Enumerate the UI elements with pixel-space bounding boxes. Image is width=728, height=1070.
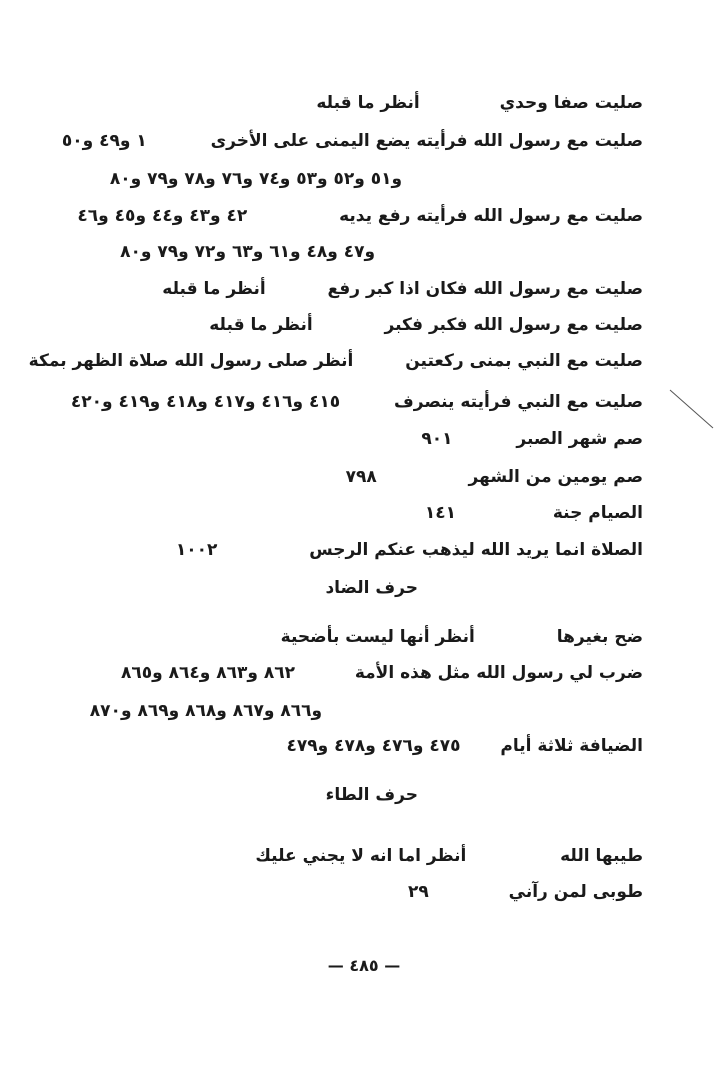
entry-ref: ٧٩٨ xyxy=(345,467,377,487)
index-entry-continuation xyxy=(120,241,643,263)
entry-text: ضح بغيرها xyxy=(556,627,643,647)
index-entry xyxy=(421,428,643,450)
entry-text: الضيافة ثلاثة أيام xyxy=(500,736,643,756)
entry-text: صليت مع النبي فرأيته ينصرف xyxy=(394,392,643,412)
index-entry xyxy=(281,626,643,648)
entry-ref: و٥١ و٥٢ و٥٣ و٧٤ و٧٦ و٧٨ و٧٩ و٨٠ xyxy=(109,169,403,189)
index-entry xyxy=(176,539,643,561)
index-entry-continuation xyxy=(110,168,643,190)
entry-ref: أنظر ما قبله xyxy=(162,279,266,299)
section-heading-ta: حرف الطاء xyxy=(325,785,418,805)
index-entry xyxy=(77,205,643,227)
entry-ref: أنظر صلى رسول الله صلاة الظهر بمكة xyxy=(28,351,354,371)
index-entry xyxy=(286,735,643,757)
entry-text: ضرب لي رسول الله مثل هذه الأمة xyxy=(354,663,643,683)
entry-text: طيبها الله xyxy=(560,846,643,866)
entry-text: الصلاة انما يريد الله ليذهب عنكم الرجس xyxy=(309,540,643,560)
entry-text: صليت مع النبي بمنى ركعتين xyxy=(405,351,643,371)
index-entry xyxy=(209,314,643,336)
entry-ref: أنظر ما قبله xyxy=(209,315,313,335)
entry-text: طوبى لمن رآني xyxy=(508,882,643,902)
entry-text: صليت صفا وحدي xyxy=(499,93,643,113)
entry-ref: ١ و٤٩ و٥٠ xyxy=(61,131,147,151)
margin-mark xyxy=(668,388,728,433)
entry-ref: أنظر اما انه لا يجني عليك xyxy=(255,846,467,866)
entry-text: صم يومين من الشهر xyxy=(468,467,643,487)
index-entry xyxy=(62,130,643,152)
entry-ref: و٨٦٦ و٨٦٧ و٨٦٨ و٨٦٩ و٨٧٠ xyxy=(89,701,323,721)
index-entry xyxy=(425,502,643,524)
index-entry xyxy=(408,881,643,903)
entry-ref: ٢٩ xyxy=(408,882,429,902)
entry-text: صم شهر الصبر xyxy=(516,429,643,449)
index-entry xyxy=(316,92,643,114)
index-entry xyxy=(346,466,643,488)
entry-ref: ٨٦٢ و٨٦٣ و٨٦٤ و٨٦٥ xyxy=(120,663,295,683)
index-entry xyxy=(121,662,643,684)
index-entry xyxy=(162,278,643,300)
entry-text: صليت مع رسول الله فكان اذا كبر رفع xyxy=(327,279,643,299)
entry-text: صليت مع رسول الله فرأيته رفع يديه xyxy=(339,206,643,226)
entry-ref: و٤٧ و٤٨ و٦١ و٦٣ و٧٢ و٧٩ و٨٠ xyxy=(120,242,376,262)
page-number: — ٤٨٥ — xyxy=(327,956,401,975)
entry-text: صليت مع رسول الله فكبر فكبر xyxy=(384,315,643,335)
entry-text: الصيام جنة xyxy=(552,503,643,523)
index-entry xyxy=(29,350,643,372)
entry-ref: ٤١٥ و٤١٦ و٤١٧ و٤١٨ و٤١٩ و٤٢٠ xyxy=(70,392,341,412)
entry-ref: ٤٢ و٤٣ و٤٤ و٤٥ و٤٦ xyxy=(77,206,248,226)
index-entry xyxy=(71,391,643,413)
entry-ref: ١٠٠٢ xyxy=(175,540,218,560)
entry-ref: ١٤١ xyxy=(424,503,456,523)
entry-ref: ٩٠١ xyxy=(421,429,453,449)
section-heading-dad: حرف الضاد xyxy=(325,578,418,598)
entry-text: صليت مع رسول الله فرأيته يضع اليمنى على الأخرى xyxy=(210,131,643,151)
index-entry-continuation xyxy=(90,700,643,722)
entry-ref: ٤٧٥ و٤٧٦ و٤٧٨ و٤٧٩ xyxy=(286,736,461,756)
entry-ref: أنظر أنها ليست بأضحية xyxy=(280,627,475,647)
entry-ref: أنظر ما قبله xyxy=(316,93,420,113)
index-entry xyxy=(255,845,643,867)
